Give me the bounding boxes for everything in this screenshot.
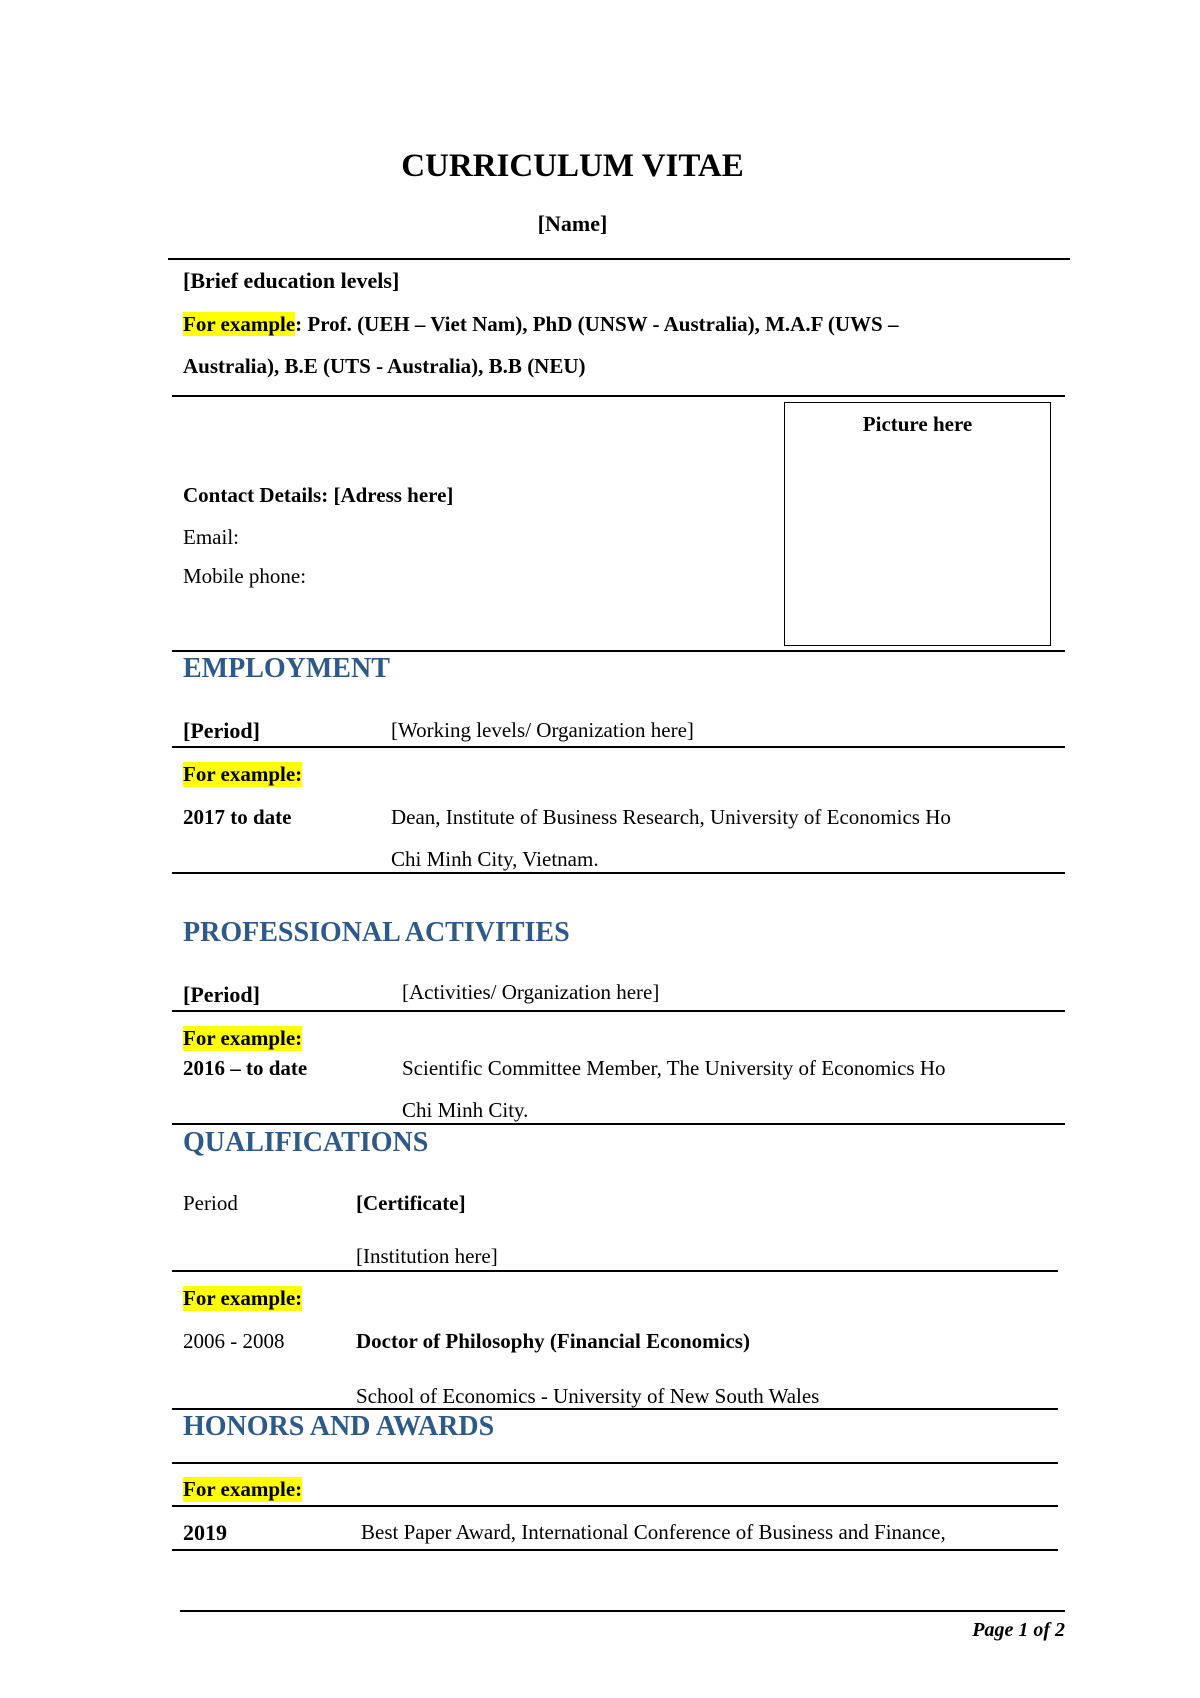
- divider-professional-header: [172, 1010, 1065, 1012]
- education-example-line1: [183, 312, 898, 337]
- phone-label: Mobile phone:: [183, 564, 307, 588]
- divider-education: [172, 395, 1065, 397]
- employment-heading: EMPLOYMENT: [183, 653, 390, 684]
- cv-title: CURRICULUM VITAE: [401, 148, 744, 184]
- employment-period-label: [Period]: [183, 718, 260, 743]
- divider-qualifications-header: [172, 1270, 1058, 1272]
- honors-heading: HONORS AND AWARDS: [183, 1411, 495, 1442]
- qualifications-example-label: For example:: [183, 1286, 303, 1310]
- footer-divider: [180, 1610, 1065, 1612]
- honors-example-year: 2019: [183, 1520, 227, 1545]
- professional-heading: PROFESSIONAL ACTIVITIES: [183, 917, 570, 948]
- honors-example-award: Best Paper Award, International Conference of Business and Finance,: [361, 1520, 946, 1544]
- employment-example-line2: Chi Minh City, Vietnam.: [391, 847, 599, 871]
- honors-example-label: For example:: [183, 1477, 303, 1501]
- address-placeholder: [Adress here]: [333, 483, 454, 507]
- professional-org-placeholder: [Activities/ Organization here]: [402, 980, 660, 1004]
- professional-example-period: 2016 – to date: [183, 1056, 308, 1080]
- example-highlight: For example: [183, 312, 296, 336]
- divider-qualifications: [172, 1408, 1058, 1410]
- divider-honors: [172, 1549, 1058, 1551]
- email-label: Email:: [183, 525, 239, 549]
- divider-contact: [172, 650, 1065, 652]
- professional-example-label: For example:: [183, 1026, 303, 1050]
- professional-period-label: [Period]: [183, 982, 260, 1007]
- education-degrees-1: : Prof. (UEH – Viet Nam), PhD (UNSW - Australia), M.A.F (UWS –: [295, 312, 899, 336]
- professional-example-line2: Chi Minh City.: [402, 1098, 529, 1122]
- qualifications-example-period: 2006 - 2008: [183, 1329, 285, 1353]
- divider-honors-header: [172, 1462, 1058, 1464]
- education-heading: [Brief education levels]: [183, 268, 400, 293]
- qualifications-heading: QUALIFICATIONS: [183, 1127, 429, 1158]
- page-number: Page 1 of 2: [972, 1619, 1065, 1641]
- professional-example-line1: Scientific Committee Member, The University of Economics Ho: [402, 1056, 946, 1080]
- divider-employment-header: [172, 746, 1065, 748]
- picture-box: [784, 402, 1051, 646]
- divider-employment: [172, 872, 1065, 874]
- employment-org-placeholder: [Working levels/ Organization here]: [391, 718, 694, 742]
- qualifications-example-degree: Doctor of Philosophy (Financial Economics): [356, 1329, 750, 1353]
- employment-example-label: For example:: [183, 762, 303, 786]
- qualifications-example-institution: School of Economics - University of New South Wales: [356, 1384, 820, 1408]
- divider-honors-example: [172, 1505, 1058, 1507]
- employment-example-line1: Dean, Institute of Business Research, University of Economics Ho: [391, 805, 951, 829]
- qualifications-certificate-placeholder: [Certificate]: [356, 1191, 466, 1215]
- name-placeholder: [Name]: [537, 211, 608, 236]
- contact-details-label: Contact Details:: [183, 483, 329, 507]
- employment-example-period: 2017 to date: [183, 805, 292, 829]
- qualifications-period-label: Period: [183, 1191, 238, 1215]
- divider-top: [168, 258, 1070, 260]
- contact-details: [183, 483, 453, 508]
- divider-professional: [172, 1123, 1065, 1125]
- education-example-line2: Australia), B.E (UTS - Australia), B.B (NEU): [183, 354, 586, 378]
- qualifications-institution-placeholder: [Institution here]: [356, 1244, 498, 1268]
- picture-label: Picture here: [862, 412, 973, 436]
